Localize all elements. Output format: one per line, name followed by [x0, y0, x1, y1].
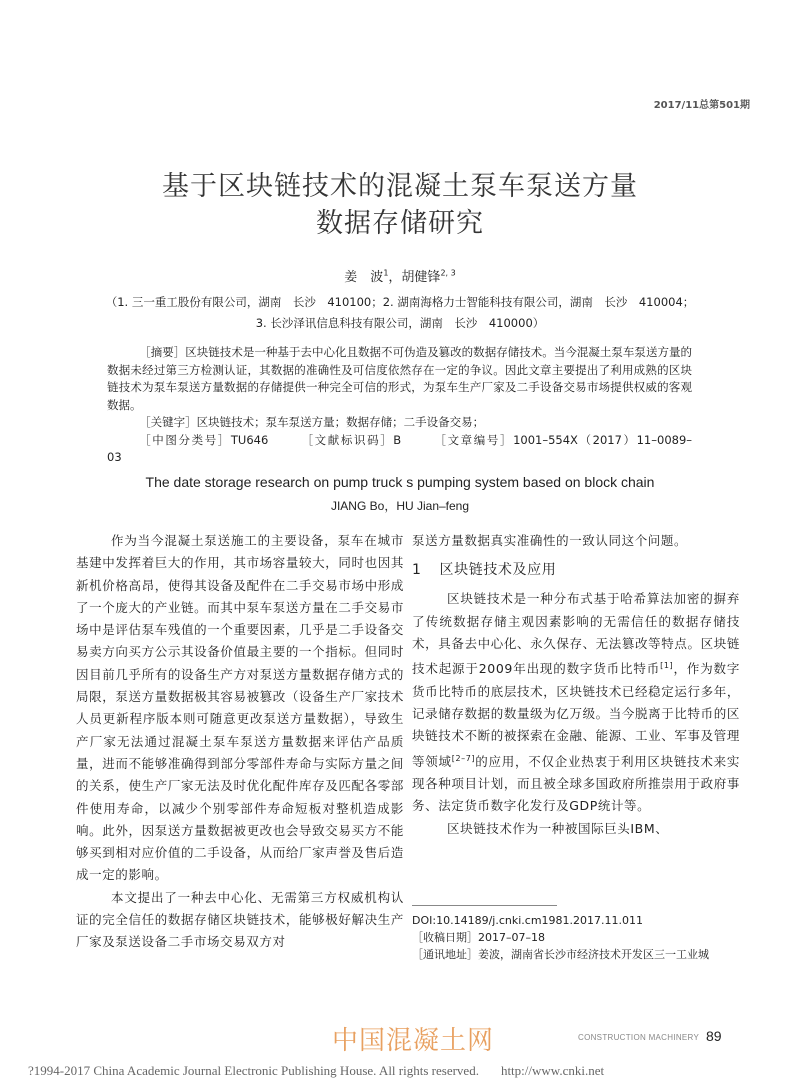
affiliation-line-1: （1. 三一重工股份有限公司，湖南 长沙 410100；2. 湖南海格力士智能科技有限公司，湖南 长沙 410004； [105, 295, 695, 309]
article-number: ［文章编号］1001–554X（2017）11–0089–03 [107, 432, 693, 464]
body-paragraph-continued: 泵送方量数据真实准确性的一致认同这个问题。 [412, 533, 688, 548]
copyright-text: ?1994-2017 China Academic Journal Electronic Publishing House. All rights reserved. [28, 1063, 479, 1078]
english-title: The date storage research on pump truck s pumping system based on block chain [145, 474, 655, 490]
author-separator: ， [388, 270, 402, 285]
body-column-right [412, 530, 740, 840]
clc-number: ［中图分类号］TU646 [139, 432, 269, 447]
footnotes [412, 912, 742, 963]
citation-link[interactable]: [2–7] [451, 753, 476, 763]
author-2: 胡健锋 [401, 270, 441, 285]
english-authors: JIANG Bo，HU Jian–feng [330, 499, 470, 513]
author-2-affil: 2, 3 [440, 268, 456, 278]
correspondence-address: ［通讯地址］姜波，湖南省长沙市经济技术开发区三一工业城 [412, 948, 709, 961]
body-paragraph [412, 588, 740, 817]
issue-label: 2017/11总第501期 [653, 100, 750, 111]
title-line-1: 基于区块链技术的混凝土泵车泵送方量 [162, 171, 638, 202]
section-number: 1 [412, 562, 422, 579]
keywords: ［关键字］区块链技术；泵车泵送方量；数据存储；二手设备交易； [139, 415, 485, 429]
page-number: 89 [706, 1028, 722, 1044]
body-paragraph: 本文提出了一种去中心化、无需第三方权威机构认证的完全信任的数据存储区块链技术，能够极好解决生产厂家及泵送设备二手市场交易双方对 [76, 889, 404, 950]
footnote-divider [412, 905, 557, 906]
text-segment: ，作为数字货币比特币的底层技术，区块链技术已经稳定运行多年，记录储存数据的数量级为亿万级。当今脱离于比特币的区块链技术不断的被探索在金融、能源、工业、军事及管理等领域 [412, 661, 740, 769]
paper-title [0, 168, 800, 242]
abstract-block [107, 344, 692, 467]
classification-row [107, 432, 692, 467]
text-segment: 区块链技术是一种分布式基于哈希算法加密的摒弃了传统数据存储主观因素影响的无需信任的数据存储技术，具备去中心化、永久保存、无法篡改等特点。区块链技术起源于2009年出现的数字货币比特币 [412, 591, 740, 677]
title-line-2: 数据存储研究 [316, 208, 484, 239]
journal-name: CONSTRUCTION MACHINERY [578, 1033, 700, 1042]
cnki-link[interactable]: http://www.cnki.net [500, 1063, 605, 1078]
doi[interactable]: DOI:10.14189/j.cnki.cm1981.2017.11.011 [412, 914, 643, 927]
affiliation-line-2: 3. 长沙泽讯信息科技有限公司，湖南 长沙 410000） [255, 316, 545, 330]
body-paragraph: 作为当今混凝土泵送施工的主要设备，泵车在城市基建中发挥着巨大的作用，其市场容量较大，同时也因其新机价格高昂，使得其设备及配件在二手交易市场中形成了一个庞大的产业链。而其中泵车泵送方量在二手交易市场中是评估泵车残值的一个重要因素，几乎是二手设备交易卖方向买方公示其设备价值最主要的一个指标。但同时因目前几乎所有的设备生产方对泵送方量数据存储方式的局限，泵送方量数据极其容易被篡改（设备生产厂家技术人员更新程序版本则可随意更改泵送方量数据），导致生产厂家无法通过混凝土泵车泵送方量数据来评估产品质量，进而不能够准确得到部分零部件寿命与实际方量之间的关系，使生产厂家无法及时优化配件库存及匹配各零部件使用寿命，以减少个别零部件寿命短板对整机造成影响。此外，因泵送方量数据被更改也会导致交易买方不能够买到相对应价值的二手设备，从而给厂家声誉及售后造成一定的影响。 [76, 533, 404, 883]
section-title: 区块链技术及应用 [439, 562, 557, 579]
abstract-text: ［摘要］区块链技术是一种基于去中心化且数据不可伪造及篡改的数据存储技术。当今混凝土泵车泵送方量的数据未经过第三方检测认证，其数据的准确性及可信度依然存在一定的争议。因此文章主要提出了利用成熟的区块链技术为泵车泵送方量数据的存储提供一种完全可信的形式，为泵车生产厂家及二手设备交易市场提供权威的客观数据。 [107, 345, 692, 412]
body-paragraph: 区块链技术作为一种被国际巨头IBM、 [447, 820, 669, 836]
document-code: ［文献标识码］B [301, 432, 402, 447]
citation-link[interactable]: [1] [660, 661, 674, 671]
body-column-left [76, 530, 404, 954]
section-heading [412, 558, 740, 582]
received-date: ［收稿日期］2017–07–18 [412, 931, 545, 944]
author-1-affil: 1 [383, 268, 389, 278]
authors [0, 266, 800, 285]
copyright-line [28, 1063, 604, 1079]
watermark-logo: 中国混凝土网 [332, 1026, 495, 1056]
affiliations [0, 292, 800, 334]
author-1: 姜 波 [344, 270, 384, 285]
text-segment: 的应用，不仅企业热衷于利用区块链技术来实现各种项目计划，而且被全球多国政府所推崇用于政府事务、法定货币数字化发行及GDP统计等。 [412, 753, 740, 814]
